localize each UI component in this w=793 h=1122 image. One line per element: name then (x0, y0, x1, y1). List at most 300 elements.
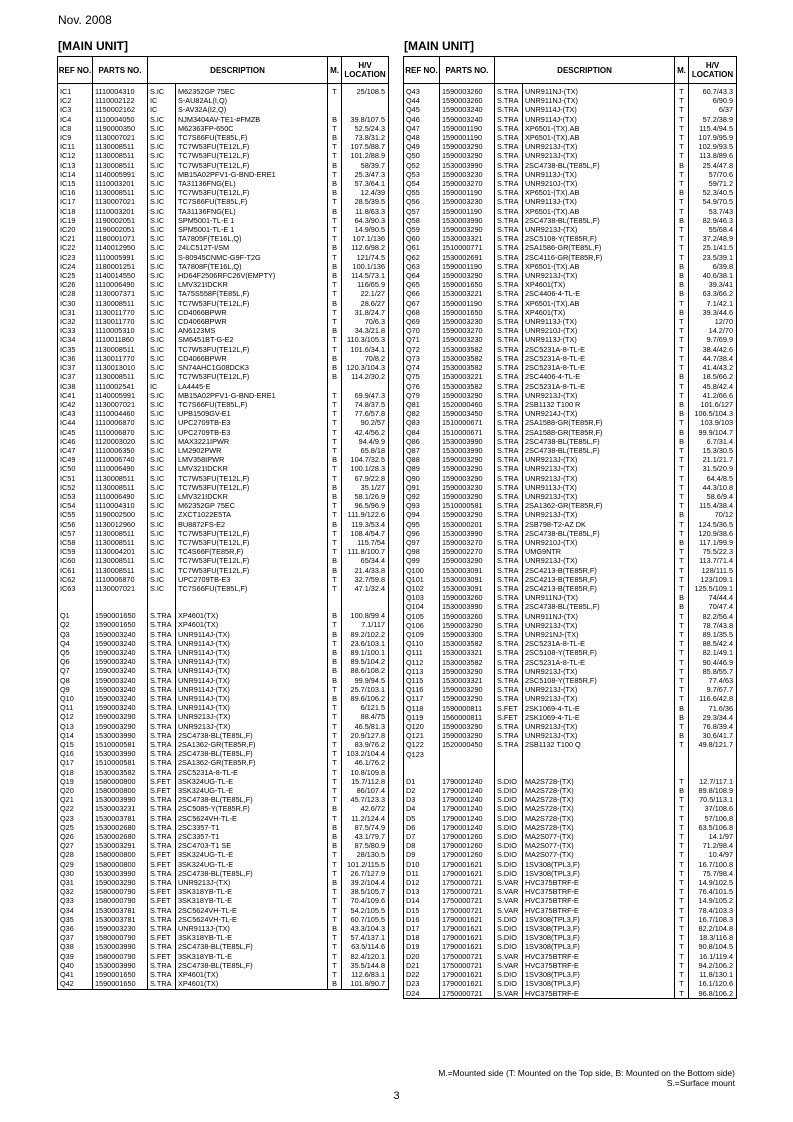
hv-location-cell: 22.1/27 (342, 289, 389, 298)
description-cell: 24LC512T-I/SM (176, 243, 328, 252)
ref-cell: IC57 (58, 529, 93, 538)
ref-cell: Q105 (404, 612, 440, 621)
parts-no-cell: 1590001190 (440, 133, 495, 142)
table-row (58, 648, 389, 657)
type-cell: S.TRA (148, 906, 176, 915)
parts-no-cell: 1130008511 (93, 151, 148, 160)
table-row (404, 400, 737, 409)
table-row (58, 611, 389, 620)
ref-cell: IC41 (58, 391, 93, 400)
type-cell: S.TRA (495, 529, 523, 538)
type-cell: S.TRA (148, 979, 176, 989)
type-cell: S.TRA (495, 556, 523, 565)
mounted-side-cell: T (328, 391, 342, 400)
mounted-side-cell: B (675, 713, 689, 722)
type-cell: S.IC (148, 170, 176, 179)
mounted-side-cell: T (675, 170, 689, 179)
ref-cell: IC55 (58, 510, 93, 519)
parts-no-cell: 1590003290 (440, 455, 495, 464)
table-row (58, 363, 389, 372)
type-cell: S.TRA (148, 841, 176, 850)
type-cell: S.IC (148, 335, 176, 344)
hv-location-cell: 82.9/46.3 (689, 216, 737, 225)
parts-no-cell: 1590003270 (440, 326, 495, 335)
mounted-side-cell: T (675, 740, 689, 749)
parts-no-cell: 1530003781 (93, 915, 148, 924)
table-row (58, 409, 389, 418)
type-cell: S.FET (148, 887, 176, 896)
parts-no-cell: 1130008511 (93, 142, 148, 151)
table-row (404, 933, 737, 942)
ref-cell: IC24 (58, 262, 93, 271)
mounted-side-cell: T (675, 685, 689, 694)
parts-no-cell: 1130012960 (93, 520, 148, 529)
ref-cell: Q71 (404, 335, 440, 344)
parts-no-cell: 1590003230 (440, 483, 495, 492)
spacer-cell (342, 593, 389, 611)
mounted-side-cell: T (328, 400, 342, 409)
description-cell: UNR9213J-(TX) (523, 694, 675, 703)
mounted-side-cell: B (328, 262, 342, 271)
description-cell: TC7W53FU(TE12L,F) (176, 556, 328, 565)
parts-no-cell: 1530002691 (440, 253, 495, 262)
ref-cell: Q19 (58, 777, 93, 786)
description-cell: UNR9114J-(TX) (176, 657, 328, 666)
table-row (58, 492, 389, 501)
parts-no-cell: 1590003290 (440, 731, 495, 740)
description-cell: 3SK318YB-TL-E (176, 896, 328, 905)
type-cell: S.IC (148, 243, 176, 252)
mounted-side-cell: B (328, 492, 342, 501)
parts-no-cell: 1580000800 (93, 777, 148, 786)
description-cell: 2SC3357-T1 (176, 832, 328, 841)
type-cell: S.TRA (148, 924, 176, 933)
parts-no-cell: 1530003990 (440, 161, 495, 170)
mounted-side-cell: T (328, 538, 342, 547)
table-row (58, 308, 389, 317)
parts-no-cell: 1130011770 (93, 354, 148, 363)
ref-cell: Q100 (404, 566, 440, 575)
spacer-cell (148, 593, 176, 611)
hv-location-cell: 69.9/47.3 (342, 391, 389, 400)
parts-no-cell: 1750000721 (440, 952, 495, 961)
type-cell: S.TRA (495, 492, 523, 501)
parts-no-cell: 1530003582 (93, 768, 148, 777)
table-row (58, 372, 389, 381)
parts-no-cell: 1590001650 (93, 620, 148, 629)
spacer-cell (689, 759, 737, 777)
description-cell: 2SC4738-BL(TE85L,F) (523, 161, 675, 170)
mounted-side-cell: T (328, 961, 342, 970)
mounted-side-cell: T (328, 887, 342, 896)
ref-cell: IC59 (58, 547, 93, 556)
mounted-side-cell: T (675, 961, 689, 970)
ref-cell: IC14 (58, 170, 93, 179)
mounted-side-cell: T (328, 786, 342, 795)
col-header-mounted: M. (675, 57, 689, 84)
hv-location-cell: 65/34.4 (342, 556, 389, 565)
ref-cell: Q58 (404, 216, 440, 225)
table-row (404, 989, 737, 999)
table-row (58, 207, 389, 216)
type-cell: S.TRA (148, 648, 176, 657)
table-row (58, 538, 389, 547)
table-row (58, 400, 389, 409)
ref-cell: Q106 (404, 621, 440, 630)
description-cell: 2SC5085-Y(TE85R,F) (176, 804, 328, 813)
table-row (404, 299, 737, 308)
description-cell: SPM5001-TL-E 1 (176, 225, 328, 234)
mounted-side-cell: T (675, 299, 689, 308)
ref-cell: IC1 (58, 84, 93, 97)
table-row (58, 474, 389, 483)
type-cell: S.IC (148, 280, 176, 289)
ref-cell: Q49 (404, 142, 440, 151)
mounted-side-cell: B (675, 704, 689, 713)
type-cell: S.VAR (495, 887, 523, 896)
parts-no-cell: 1130011770 (93, 317, 148, 326)
parts-no-cell: 1110003201 (93, 207, 148, 216)
ref-cell: Q42 (58, 979, 93, 989)
mounted-side-cell: T (328, 170, 342, 179)
table-row (404, 612, 737, 621)
mounted-side-cell: B (328, 455, 342, 464)
ref-cell: IC46 (58, 437, 93, 446)
ref-cell: IC26 (58, 280, 93, 289)
type-cell: S.TRA (495, 538, 523, 547)
ref-cell: Q53 (404, 170, 440, 179)
description-cell: 2SK1069-4-TL-E (523, 713, 675, 722)
table-row (58, 924, 389, 933)
mounted-side-cell: T (328, 501, 342, 510)
hv-location-cell: 88.4/75 (342, 712, 389, 721)
parts-no-cell: 1590003290 (93, 878, 148, 887)
mounted-side-cell: B (675, 437, 689, 446)
hv-location-cell: 57.4/137.1 (342, 933, 389, 942)
hv-location-cell: 29.3/34.4 (689, 713, 737, 722)
hv-location-cell (689, 750, 737, 759)
parts-no-cell: 1790001260 (440, 850, 495, 859)
parts-no-cell: 1130004201 (93, 547, 148, 556)
mounted-side-cell: T (675, 841, 689, 850)
description-cell (523, 750, 675, 759)
mounted-side-cell: B (675, 262, 689, 271)
mounted-side-cell: B (328, 823, 342, 832)
mounted-side-cell: T (675, 676, 689, 685)
parts-no-cell: 1530003990 (440, 602, 495, 611)
mounted-side-cell: T (675, 989, 689, 999)
mounted-side-cell: T (328, 253, 342, 262)
col-header-description: DESCRIPTION (148, 57, 328, 84)
ref-cell: IC21 (58, 234, 93, 243)
ref-cell: IC58 (58, 538, 93, 547)
mounted-side-cell: T (675, 639, 689, 648)
ref-cell: Q96 (404, 529, 440, 538)
mounted-side-cell: T (328, 345, 342, 354)
type-cell: S.IC (148, 446, 176, 455)
mounted-side-cell: T (675, 207, 689, 216)
type-cell: S.TRA (495, 676, 523, 685)
type-cell: S.FET (148, 933, 176, 942)
ref-cell: D8 (404, 841, 440, 850)
description-cell: UNR9114J-(TX) (176, 639, 328, 648)
mounted-side-cell: T (675, 694, 689, 703)
mounted-side-cell: T (675, 952, 689, 961)
ref-cell: IC32 (58, 317, 93, 326)
table-row (404, 685, 737, 694)
description-cell: 2SC5231A-8-TL-E (523, 345, 675, 354)
table-row (404, 418, 737, 427)
parts-no-cell: 1110004460 (93, 409, 148, 418)
parts-no-cell: 1590003260 (440, 96, 495, 105)
type-cell: S.IC (148, 262, 176, 271)
description-cell: UNR9114J-(TX) (176, 630, 328, 639)
parts-no-cell: 1530003231 (93, 804, 148, 813)
mounted-side-cell: B (328, 556, 342, 565)
parts-no-cell: 1110006870 (93, 418, 148, 427)
ref-cell: Q9 (58, 685, 93, 694)
parts-no-cell: 1130008511 (93, 556, 148, 565)
description-cell: UNR9114J-(TX) (523, 105, 675, 114)
hv-location-cell: 63.3/66.2 (689, 289, 737, 298)
hv-location-cell: 111.9/122.6 (342, 510, 389, 519)
parts-no-cell: 1130008511 (93, 299, 148, 308)
description-cell: M62363FP-650C (176, 124, 328, 133)
description-cell: HVC375BTRF-E (523, 961, 675, 970)
table-row (404, 289, 737, 298)
type-cell: S.FET (148, 786, 176, 795)
type-cell: S.FET (148, 777, 176, 786)
type-cell: S.TRA (495, 188, 523, 197)
hv-location-cell: 23.6/103.1 (342, 639, 389, 648)
mounted-side-cell: T (328, 308, 342, 317)
type-cell: S.TRA (495, 317, 523, 326)
description-cell: UNR9213J-(TX) (523, 474, 675, 483)
table-row (58, 124, 389, 133)
ref-cell: IC19 (58, 216, 93, 225)
type-cell: S.TRA (495, 105, 523, 114)
table-row (404, 869, 737, 878)
mounted-side-cell: B (328, 648, 342, 657)
ref-cell: D23 (404, 979, 440, 988)
table-row (404, 878, 737, 887)
hv-location-cell: 116/65.9 (342, 280, 389, 289)
description-cell: UNR9113J-(TX) (523, 170, 675, 179)
type-cell: S.TRA (148, 712, 176, 721)
hv-location-cell: 14.2/70 (689, 326, 737, 335)
mounted-side-cell: T (328, 970, 342, 979)
ref-cell: Q7 (58, 666, 93, 675)
description-cell: UNR9213J-(TX) (523, 667, 675, 676)
ref-cell: Q91 (404, 483, 440, 492)
hv-location-cell: 74/44.4 (689, 593, 737, 602)
mounted-side-cell: T (675, 970, 689, 979)
table-row (58, 382, 389, 391)
table-row (58, 768, 389, 777)
ref-cell: D24 (404, 989, 440, 999)
description-cell: 2SC4738-BL(TE85L,F) (176, 795, 328, 804)
table-row (404, 105, 737, 114)
type-cell: S.TRA (495, 694, 523, 703)
type-cell: S.TRA (148, 703, 176, 712)
mounted-side-cell: B (675, 731, 689, 740)
mounted-side-cell: T (328, 225, 342, 234)
type-cell: S.TRA (148, 823, 176, 832)
ref-cell: D4 (404, 804, 440, 813)
type-cell: S.FET (148, 850, 176, 859)
description-cell: 1SV308(TPL3,F) (523, 924, 675, 933)
description-cell: LM2902PWR (176, 446, 328, 455)
ref-cell: Q46 (404, 115, 440, 124)
table-row (404, 179, 737, 188)
table-row (404, 345, 737, 354)
description-cell: 3SK324UG-TL-E (176, 860, 328, 869)
ref-cell: Q75 (404, 372, 440, 381)
hv-location-cell: 20.9/127.8 (342, 731, 389, 740)
mounted-side-cell: T (675, 630, 689, 639)
description-cell: 2SC4116-GR(TE85R,F) (523, 253, 675, 262)
description-cell: UNR9113J-(TX) (523, 317, 675, 326)
col-header-ref: REF NO. (404, 57, 440, 84)
type-cell: S.IC (148, 354, 176, 363)
mounted-side-cell: B (328, 676, 342, 685)
type-cell: S.TRA (495, 510, 523, 519)
section-title-left: [MAIN UNIT] (58, 39, 128, 53)
parts-no-cell: 1140005991 (93, 391, 148, 400)
parts-no-cell: 1590003290 (93, 722, 148, 731)
parts-no-cell: 1530003582 (440, 354, 495, 363)
description-cell: XP4601(TX) (176, 620, 328, 629)
type-cell: S.IC (148, 207, 176, 216)
hv-location-cell: 63.5/114.6 (342, 942, 389, 951)
table-row (404, 243, 737, 252)
description-cell: 2SC5108-Y(TE85R,F) (523, 648, 675, 657)
description-cell: LMV358IPWR (176, 455, 328, 464)
hv-location-cell: 46.5/81.3 (342, 722, 389, 731)
parts-no-cell: 1110006490 (93, 280, 148, 289)
parts-no-cell: 1140005991 (93, 170, 148, 179)
table-row (404, 694, 737, 703)
parts-no-cell: 1590003290 (440, 142, 495, 151)
mounted-side-cell: T (328, 749, 342, 758)
table-row (58, 786, 389, 795)
mounted-side-cell: B (328, 161, 342, 170)
table-row (58, 942, 389, 951)
table-row (404, 446, 737, 455)
description-cell: UNR9114J-(TX) (523, 115, 675, 124)
parts-no-cell: 1130007021 (93, 400, 148, 409)
mounted-side-cell: B (328, 520, 342, 529)
table-row (58, 280, 389, 289)
hv-location-cell: 116.6/42.8 (689, 694, 737, 703)
description-cell: 2SA1588-GR(TE85R,F) (523, 418, 675, 427)
ref-cell: IC15 (58, 179, 93, 188)
description-cell: AN6123MS (176, 326, 328, 335)
table-row (404, 621, 737, 630)
hv-location-cell: 78.7/43.8 (689, 621, 737, 630)
description-cell: TC7W53FU(TE12L,F) (176, 474, 328, 483)
type-cell: S.TRA (148, 768, 176, 777)
ref-cell: Q25 (58, 823, 93, 832)
parts-no-cell: 1530003990 (440, 529, 495, 538)
hv-location-cell: 57/106.8 (689, 814, 737, 823)
mounted-side-cell: B (675, 308, 689, 317)
mounted-side-cell: T (675, 566, 689, 575)
description-cell: 2SA1588-GR(TE85R,F) (523, 428, 675, 437)
description-cell: 2SC4738-BL(TE85L,F) (523, 446, 675, 455)
description-cell: MA2S728-(TX) (523, 786, 675, 795)
type-cell: S.TRA (495, 372, 523, 381)
mounted-side-cell: T (675, 234, 689, 243)
description-cell: 2SC4738-BL(TE85L,F) (176, 731, 328, 740)
ref-cell: Q99 (404, 556, 440, 565)
hv-location-cell: 102.9/93.5 (689, 142, 737, 151)
mounted-side-cell: T (675, 658, 689, 667)
hv-location-cell (342, 105, 389, 114)
mounted-side-cell: T (675, 464, 689, 473)
parts-no-cell: 1750000721 (440, 878, 495, 887)
type-cell: S.VAR (495, 878, 523, 887)
table-row (58, 685, 389, 694)
parts-no-cell: 1590003290 (440, 391, 495, 400)
hv-location-cell: 113.7/71.4 (689, 556, 737, 565)
description-cell: TC7W53FU(TE12L,F) (176, 161, 328, 170)
mounted-side-cell: T (328, 280, 342, 289)
table-row (404, 722, 737, 731)
description-cell: MAX3221IPWR (176, 437, 328, 446)
parts-no-cell: 1590003240 (93, 639, 148, 648)
mounted-side-cell: B (328, 666, 342, 675)
type-cell: S.TRA (495, 243, 523, 252)
parts-no-cell: 1580000790 (93, 952, 148, 961)
description-cell: XP6501-(TX).AB (523, 262, 675, 271)
type-cell: S.IC (148, 289, 176, 298)
type-cell: S.TRA (148, 795, 176, 804)
ref-cell: Q118 (404, 704, 440, 713)
description-cell: UNR9114J-(TX) (176, 703, 328, 712)
mounted-side-cell: T (675, 722, 689, 731)
type-cell: S.IC (148, 253, 176, 262)
table-row (58, 262, 389, 271)
ref-cell: Q111 (404, 648, 440, 657)
description-cell: MA2S728-(TX) (523, 804, 675, 813)
table-row (404, 704, 737, 713)
parts-no-cell: 1110006490 (93, 492, 148, 501)
table-row (58, 326, 389, 335)
parts-no-cell: 1590003260 (440, 593, 495, 602)
ref-cell: IC37 (58, 363, 93, 372)
parts-no-cell: 1590003260 (440, 612, 495, 621)
ref-cell: IC25 (58, 271, 93, 280)
type-cell: S.TRA (495, 197, 523, 206)
mounted-side-cell: T (675, 115, 689, 124)
ref-cell: Q8 (58, 676, 93, 685)
hv-location-cell: 94.4/9.9 (342, 437, 389, 446)
hv-location-cell: 44.3/10.8 (689, 483, 737, 492)
mounted-side-cell (675, 750, 689, 759)
description-cell: BU8872FS-E2 (176, 520, 328, 529)
ref-cell: D5 (404, 814, 440, 823)
type-cell: S.TRA (495, 124, 523, 133)
type-cell: S.IC (148, 418, 176, 427)
description-cell: XP4601(TX) (176, 970, 328, 979)
parts-no-cell: 1130008511 (93, 345, 148, 354)
mounted-side-cell: B (328, 483, 342, 492)
hv-location-cell: 77.6/57.8 (342, 409, 389, 418)
type-cell: S.IC (148, 428, 176, 437)
description-cell: 2SC5108-Y(TE85R,F) (523, 234, 675, 243)
ref-cell: IC9 (58, 133, 93, 142)
